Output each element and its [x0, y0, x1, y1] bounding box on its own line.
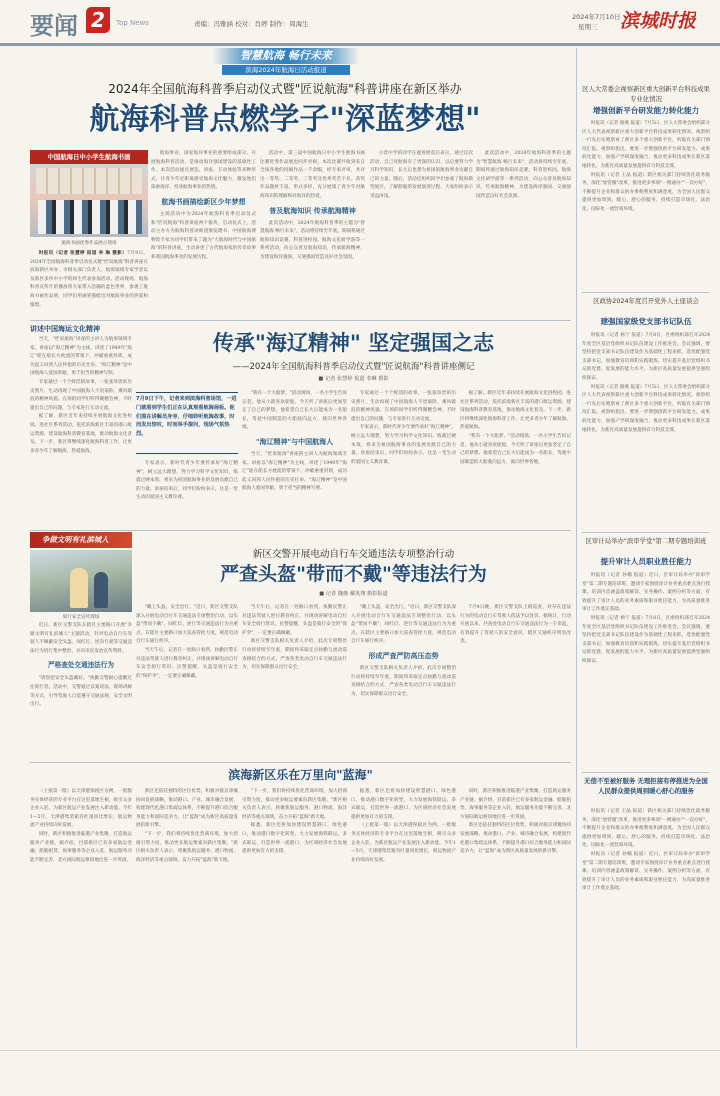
rc-c1-text: 时报讯（记者 路燕 报道）7月5日，区人大常委会组织部分区人大代表视察新区重大创新平台科技成果转化情况。视察组一行先后实地察看了新区多个重大创新平台，听取有关部门情况汇报。视察组指出，要进一步增强创新平台研发能力、成果转化能力，加强产学研深度融合，推动更多科技成果在新区落地转化，为新区高质量发展提供有力科技支撑。	[582, 121, 710, 169]
rc-c2-title: 建强国家级党支部书记队伍	[600, 317, 692, 326]
rc-c3-body	[582, 572, 710, 768]
ebike-text-4: 7月4日晚，新区交警支队上路巡查，对存在违法行为的电动自行车驾驶人依法予以处罚。据统计，行动开展以来，共查处电动自行车交通违法行为一千余起，有效提升了驾驶人的安全意识，辖区交通秩序明显改善。	[460, 605, 571, 645]
civ-photo-caption: 骑行安全宣传现场	[62, 615, 100, 620]
civ-banner-text: 争做文明有礼滨城人	[42, 535, 109, 544]
civ-photo-figure	[70, 568, 88, 608]
bot-text-4: "下一步，我们将持续优化营商环境，加大招商引资力度，推动更多航运要素向新区集聚。"新区相关负责人表示，将聚焦航运服务、港口物流、海洋经济等重点领域，奋力开拓"蓝海"新天地。	[242, 789, 347, 820]
rc-c4-text: 时报讯（记者 王晶 报道）新区相关部门持续优化政务服务，深化"放管服"改革，推进更多事项"一网通办""一次办好"，不断提升企业和群众的办事便利度和满意度，为全国人民群众提供更加周到、暖心、舒心的服务，持续打造市场化、法治化、国际化一流营商环境。	[582, 809, 710, 849]
civ-photo	[30, 550, 132, 612]
mid-sub-3: "海辽精神"与中国航海人	[255, 437, 334, 446]
ebike-col-4	[460, 604, 571, 758]
top-text-6a: 小营中学的同学在观看展览后表示，通过这次活动，自己对航海有了更深的认识，以后要努力学习科学知识，长大后也想为祖国的航海事业贡献自己的力量。随后，活动还组织同学们参观了航海模型展区，了解船舶的发展演变过程，大家纷纷表示受益匪浅。	[370, 151, 473, 199]
top-photo	[30, 150, 148, 237]
civ-text-1: 近日，新区交警支队在辖区主要路口开展"争做文明有礼滨城人"主题活动，针对电动自行车驾驶人不佩戴安全头盔、闯红灯、逆向行驶等交通违法行为进行集中整治，并向市民发放宣传资料。	[30, 623, 132, 654]
bottom-col-4	[351, 788, 456, 1044]
ebike-col-1	[136, 604, 238, 758]
page-number-badge	[86, 7, 110, 33]
bot-text-2b: 同时，新区积极推进临港产业集聚，打造航运服务产业链。据介绍，目前新区已有多家航运金融、船舶租赁、海事服务等企业入驻，航运服务功能不断完善，北方国际航运枢纽地位进一步巩固。	[460, 789, 571, 820]
mid-col-4	[460, 390, 571, 526]
page-header	[0, 0, 720, 44]
rc-c4-title: 无偿不至被好服务 无理拒接有停推进为全国人民群众提供周到暖心舒心的服务	[584, 777, 708, 795]
photo-people	[38, 200, 142, 234]
section-en: Top News	[116, 19, 149, 27]
top-text-5: 此次活动中，2024年航海科普季的主题为"智慧航海 畅行未来"，活动将持续至年底，期间将通过航海知识竞赛、科普进校园、航海文化研学游等一系列活动，向公众普及航海知识，传承航海精神，为建设海洋强国、交通强国营造良好社会氛围。	[260, 220, 365, 260]
ebike-text-2a: 当天午后，记者在一处路口看到，执勤民警正对违法驾驶人进行教育纠正，并现场讲解电动自行车安全骑行常识。民警提醒，头盔是骑行安全的"保护伞"，一定要正确佩戴。	[136, 647, 238, 679]
photo-wall	[36, 168, 142, 194]
left-text-2: 专家通过一个个鲜活的故事、一张张珍贵的历史照片，生动再现了中国航海人不畏艰险、乘风破浪的精神风貌。在场的同学们听得聚精会神，不时提出自己的问题，与专家进行互动交流。	[30, 379, 132, 411]
byline: 时报讯（记者 张慧婷 报道 李 琳 摄影）	[38, 251, 128, 256]
rc-c1-kicker: 区人大常委会视察新区重大创新平台科技成果专业化情况	[582, 85, 710, 103]
rc-divider-1	[582, 292, 710, 293]
bottom-headline: 滨海新区乐在万里向"蓝海"	[228, 768, 373, 782]
header-rule	[0, 43, 720, 46]
bot-text-3: 新区还依托独特的区位优势，积极对接京津冀协同发展战略，推动港口、产业、城市融合发展，构建现代化港口集疏运体系，不断提升港口综合服务能力和国际竞争力，让"蓝海"成为新区高质量发展的新引擎。	[136, 789, 238, 829]
footer-rule	[0, 1050, 720, 1051]
left-story-title: 讲述中国海运文化精神	[30, 325, 100, 333]
ribbon-title: 智慧航海 畅行未来	[240, 49, 332, 62]
ebike-col-3	[351, 604, 456, 758]
mid-lede-box	[136, 392, 238, 454]
rc-c3-title: 提升审计人员职业胜任能力	[600, 557, 692, 566]
rc-c1-text-b: 时报讯（记者 王晶 报道）新区相关部门持续优化政务服务，深化"放管服"改革，推进更多事项"一网通办""一次办好"，不断提升企业和群众的办事便利度和满意度，为全国人民群众提供更加周到、暖心、舒心的服务，持续打造市场化、法治化、国际化一流营商环境。	[582, 172, 710, 212]
bot-text-2: 同时，新区积极推进临港产业集聚，打造航运服务产业链。据介绍，目前新区已有多家航运金融、船舶租赁、海事服务等企业入驻，航运服务功能不断完善，北方国际航运枢纽地位进一步巩固。	[30, 831, 132, 863]
rc-c4-text-b: 时报讯（记者 孙楠 报道）近日，区审计局举办"滨审学堂"第二期专题培训班，邀请专家围绕审计业务重点难点进行授课。培训内容涵盖政策解读、实务操作、案例分析等方面，有效提升了审计人员的业务素质和职业胜任能力，为高质量推进审计工作奠定基础。	[582, 851, 710, 892]
top-col-3	[260, 150, 365, 316]
bottom-col-5	[460, 788, 571, 1044]
rc-c2-text-b: 时报讯（记者 路燕 报道）7月5日，区人大常委会组织部分区人大代表视察新区重大创新平台科技成果转化情况。视察组一行先后实地察看了新区多个重大创新平台，听取有关部门情况汇报。视察组指出，要进一步增强创新平台研发能力、成果转化能力，加强产学研深度融合，推动更多科技成果在新区落地转化，为新区高质量发展提供有力科技支撑。	[582, 384, 710, 433]
rc-divider-3	[582, 772, 710, 773]
bot-text-1b: （上接第一版）以天津港保税区为例，一批服务实体经济的专业平台在这里落地生根，吸引众多企业入驻，为新区航运产业发展注入新动能。今年1—5月，天津港集装箱吞吐量同比增长，航运物流产业持续向好发展。	[351, 823, 456, 863]
mid-text-9b: 专家表示，新时代青少年要传承好"海辽精神"，树立远大理想，努力学习科学文化知识，练就过硬本领，将来为祖国航海事业的发展贡献自己的力量。讲座结束后，同学们纷纷表示，这是一堂生动的爱国主义教育课。	[351, 425, 456, 465]
top-col-1	[30, 250, 148, 316]
top-sub-2: 普及航海知识 传承航海精神	[269, 206, 356, 215]
rc-c3-kicker: 区审计局举办"滨审学堂"第二期专题培训班	[585, 537, 707, 545]
rc-divider-2	[582, 532, 710, 533]
bot-text-5a: 据悉，新区还将加快建设智慧港口、绿色港口，推动港口数字化转型，大力发展海铁联运、多式联运，打造世界一流港口，为区域经济社会发展提供更加有力的支撑。	[242, 823, 347, 855]
civ-sub: 严格查处交通违法行为	[48, 661, 114, 670]
top-headline: 航海科普点燃学子"深蓝梦想"	[89, 102, 481, 137]
civ-banner	[30, 532, 132, 548]
mid-col-2	[242, 390, 347, 526]
top-divider	[30, 320, 571, 321]
top-text-1: 7月9日，2024年全国航海科普季启动仪式暨"匠说航海"科普讲座在滨海新区举办，市相关部门负责人、航海领域专家学者以及新区多所中小学的师生代表参加活动。活动现场，航海科普宣传片的播放将大家带入浩瀚的蓝色世界，参观了航海书画作品展，同学们用画笔描绘出对航海事业的热爱和憧憬。	[30, 251, 148, 308]
ebike-text-3: 新区交警支队相关负责人介绍，此次专项整治行动将持续至年底，期间将采取定点执勤与流动巡查相结合的方式，严查各类电动自行车交通违法行为，切实保障群众出行安全。	[351, 665, 456, 697]
mid-text-9a: 专家表示，新时代青少年要传承好"海辽精神"，树立远大理想，努力学习科学文化知识，练就过硬本领，将来为祖国航海事业的发展贡献自己的力量。讲座结束后，同学们纷纷表示，这是一堂生动的爱国主义教育课。	[136, 461, 238, 501]
ebike-text-2: 当天午后，记者在一处路口看到，执勤民警正对违法驾驶人进行教育纠正，并现场讲解电动自行车安全骑行常识。民警提醒，头盔是骑行安全的"保护伞"，一定要正确佩戴。	[242, 605, 347, 636]
civ-photo-figure-2	[94, 572, 108, 608]
top-kicker: 2024年全国航海科普季启动仪式暨"匠说航海"科普讲座在新区举办	[108, 82, 462, 96]
photo-banner-text: 中国航海日中小学生航海书画	[47, 153, 131, 161]
rc-c4-body	[582, 808, 710, 1044]
top-sub-1: 航海书画描绘新区少年梦想	[161, 197, 246, 206]
photo-caption: 航海书画优秀作品展示现场	[61, 241, 117, 246]
bot-text-4a: "下一步，我们将持续优化营商环境，加大招商引资力度，推动更多航运要素向新区集聚。"新区相关负责人表示，将聚焦航运服务、港口物流、海洋经济等重点领域，奋力开拓"蓝海"新天地。	[136, 831, 238, 863]
ribbon-banner	[212, 48, 360, 64]
paper-logo: 滨城时报	[620, 10, 697, 32]
top-text-3: 主场活动中为2024年航海科普季启动仪式和"匠说航海"科普讲座两个板块，启动仪式上，活动主办方为航海科普讲师团颁发聘书。中国航海博物馆专家为同学们带来了题为"大航海时代与中国航海"的科普讲座，生动讲述了古代航海家的传奇故事和我国航海事业的发展历程。	[151, 211, 256, 260]
ebike-byline: ■ 记者 魏薇 戴英翔 摄影报道	[319, 591, 388, 597]
rc-c2-body	[582, 332, 710, 528]
mid-divider	[30, 530, 571, 531]
civ-text-2: "请您把安全头盔戴好。"执勤交警耐心提醒过往骑行者。活动中，交警通过以案说法、现场讲解等方式，引导驾驶人自觉遵守交通法规，安全文明出行。	[30, 676, 132, 708]
bottom-col-3	[242, 788, 347, 1044]
rc-c1-body	[582, 120, 710, 288]
rc-c2-kicker: 区政协2024年度召开党外人士座谈会	[593, 297, 699, 305]
rc-c3-text-b: 时报讯（记者 杨宁 报道）7月8日，区委组织部召开2024年度全区基层党组织书记队伍建设工作推进会。会议强调，要坚持把党支部书记队伍建设作为基础性工程来抓，选优配强党支部书记，加强教育培训和实践锻炼，切实提升基层党组织书记抓党建、促发展的能力水平，为新区高质量发展提供坚强组织保证。	[582, 615, 710, 664]
mid-text-8b: 专家通过一个个鲜活的故事、一张张珍贵的历史照片，生动再现了中国航海人不畏艰险、乘风破浪的精神风貌。在场的同学们听得聚精会神，不时提出自己的问题，与专家进行互动交流。	[351, 391, 456, 422]
mid-byline: ■ 记者 张慧婷 报道 李琳 摄影	[318, 376, 389, 382]
bot-text-3b: 新区还依托独特的区位优势，积极对接京津冀协同发展战略，推动港口、产业、城市融合发展，构建现代化港口集疏运体系，不断提升港口综合服务能力和国际竞争力，让"蓝海"成为新区高质量发展的新引擎。	[460, 823, 571, 855]
bottom-divider	[30, 762, 571, 763]
ebike-text-1b: "戴上头盔，安全出行。"近日，新区交警支队深入开展电动自行车交通违法专项整治行动，以头盔"带而不戴"、闯红灯、逆行等交通违法行为为重点，在辖区主要路口加大巡查管控力度，规范电动自行车通行秩序。	[351, 605, 456, 645]
ebike-headline: 严查头盔"带而不戴"等违法行为	[220, 563, 487, 585]
section-title: 要闻	[30, 12, 78, 40]
rc-c2-text: 时报讯（记者 杨宁 报道）7月8日，区委组织部召开2024年度全区基层党组织书记队伍建设工作推进会。会议强调，要坚持把党支部书记队伍建设作为基础性工程来抓，选优配强党支部书记，加强教育培训和实践锻炼，切实提升基层党组织书记抓党建、促发展的能力水平，为新区高质量发展提供坚强组织保证。	[582, 333, 710, 381]
mid-text-7b: 当天，"匠说航海"讲座的主讲人为航海领域专家。讲座以"海辽精神"为主线，讲述了1949年"海辽"轮在船长方枕流的带领下，冲破重重封锁，成功起义回到人民怀抱的历史壮举。"海辽精神"是中国航海人爱国奉献、勇于担当的精神写照。	[242, 451, 347, 492]
top-col-4	[370, 150, 473, 316]
rc-c3-text: 时报讯（记者 孙楠 报道）近日，区审计局举办"滨审学堂"第二期专题培训班，邀请专家围绕审计业务重点难点进行授课。培训内容涵盖政策解读、实务操作、案例分析等方面，有效提升了审计人员的业务素质和职业胜任能力，为高质量推进审计工作奠定基础。	[582, 573, 710, 613]
ribbon-subtitle-bar	[222, 65, 350, 75]
issue-date: 2024年7月10日	[572, 13, 621, 21]
top-text-6b: 此次活动中，2024年航海科普季的主题为"智慧航海 畅行未来"，活动将持续至年底，期间将通过航海知识竞赛、科普进校园、航海文化研学游等一系列活动，向公众普及航海知识，传承航海精神，为建设海洋强国、交通强国营造良好社会氛围。	[476, 151, 571, 199]
page-number: 2	[91, 8, 105, 32]
ebike-text-3a: 新区交警支队相关负责人介绍，此次专项整治行动将持续至年底，期间将采取定点执勤与流动巡查相结合的方式，严查各类电动自行车交通违法行为，切实保障群众出行安全。	[242, 639, 347, 671]
ebike-text-1: "戴上头盔，安全出行。"近日，新区交警支队深入开展电动自行车交通违法专项整治行动，以头盔"带而不戴"、闯红灯、逆行等交通违法行为为重点，在辖区主要路口加大巡查管控力度，规范电动自行车通行秩序。	[136, 605, 238, 645]
bot-text-1: （上接第一版）以天津港保税区为例，一批服务实体经济的专业平台在这里落地生根，吸引众多企业入驻，为新区航运产业发展注入新动能。今年1—5月，天津港集装箱吞吐量同比增长，航运物流产业持续向好发展。	[30, 789, 132, 829]
mid-text-10: "我有一个大船梦。"活动现场，一名小学生告诉记者，他从小就喜欢轮船，今天听了讲座后更加坚定了自己的梦想。他希望自己长大后能成为一名船长，驾驶中国制造的大船驶向远方，驶向世界各地。	[242, 391, 347, 431]
staff-credits: 责编：冯雅涵 校对：肖婷 制作：周海生	[194, 20, 309, 28]
civ-body	[30, 622, 132, 758]
top-col-2	[151, 150, 256, 316]
col-divider	[576, 48, 577, 1048]
mid-col-1-rest	[136, 460, 238, 526]
left-text-3: 据了解，新区近年来持续开展航海文化进校园、进社区系列活动，依托滨海新区丰富的港口航运资源，建设航海科普教育基地，推动航海文化普及。下一步，新区将继续深化航海科普工作，让更多青少年了解航海、热爱航海。	[30, 414, 132, 454]
top-text-2: 航海事业，国家海洋事业的重要组成部分。开展航海科普活动，是推动海洋强国建设的基础性工作。本次活动通过展览、讲座、互动体验等多种形式，让青少年近距离感受航海文化魅力，激发他们探索海洋、投身航海事业的热情。	[151, 151, 256, 191]
left-story-body	[30, 336, 132, 526]
top-col-5	[476, 150, 571, 316]
mid-headline: 传承"海辽精神" 坚定强国之志	[212, 331, 495, 355]
photo-banner	[30, 150, 148, 164]
mid-text-10b: "我有一个大船梦。"活动现场，一名小学生告诉记者，他从小就喜欢轮船，今天听了讲座后更加坚定了自己的梦想。他希望自己长大后能成为一名船长，驾驶中国制造的大船驶向远方，驶向世界各地。	[460, 433, 571, 465]
bottom-col-2	[136, 788, 238, 1044]
bot-text-5: 据悉，新区还将加快建设智慧港口、绿色港口，推动港口数字化转型，大力发展海铁联运、多式联运，打造世界一流港口，为区域经济社会发展提供更加有力的支撑。	[351, 789, 456, 820]
mid-text-11b: 据了解，新区近年来持续开展航海文化进校园、进社区系列活动，依托滨海新区丰富的港口航运资源，建设航海科普教育基地，推动航海文化普及。下一步，新区将继续深化航海科普工作，让更多青少年了解航海、热爱航海。	[460, 391, 571, 431]
mid-col-3	[351, 390, 456, 526]
ebike-sub: 形成严查严防高压态势	[368, 651, 439, 660]
top-text-4: 活动中，第三届中国航海日中小学生航海书画比赛优秀作品展也同步亮相。本次比赛共收到来自全国各地的投稿作品一千余幅，经专家评审，共评出一等奖、二等奖、三等奖及优秀奖若干名。获奖作品题材丰富、形式多样，充分展现了青少年对航海知识的理解和对海洋的热爱。	[260, 151, 365, 199]
issue-weekday: 星期三	[578, 23, 598, 31]
ebike-kicker: 新区交警开展电动自行车交通违法专项整治行动	[252, 549, 455, 560]
rc-c1-title: 增强创新平台研发能力转化能力	[592, 106, 700, 115]
bottom-col-1	[30, 788, 132, 1044]
mid-lede: 7月9日下午，记者来到滨海科普场馆，一进门就看到学生们正在认真观看航海展板。他们围在讲解员身旁，仔细聆听航海故事，时而发出惊叹，时而举手提问，现场气氛热烈。	[136, 396, 237, 438]
mid-deck: ——2024年全国航海科普季启动仪式暨"匠说航海"科普讲座侧记	[232, 362, 475, 372]
left-text-1: 当天，"匠说航海"讲座的主讲人为航海领域专家。讲座以"海辽精神"为主线，讲述了1949年"海辽"轮在船长方枕流的带领下，冲破重重封锁，成功起义回到人民怀抱的历史壮举。"海辽精神"是中国航海人爱国奉献、勇于担当的精神写照。	[30, 337, 132, 377]
ebike-col-2	[242, 604, 347, 758]
ribbon-subtitle: 滨海2024年航海日活动报道	[245, 66, 327, 74]
